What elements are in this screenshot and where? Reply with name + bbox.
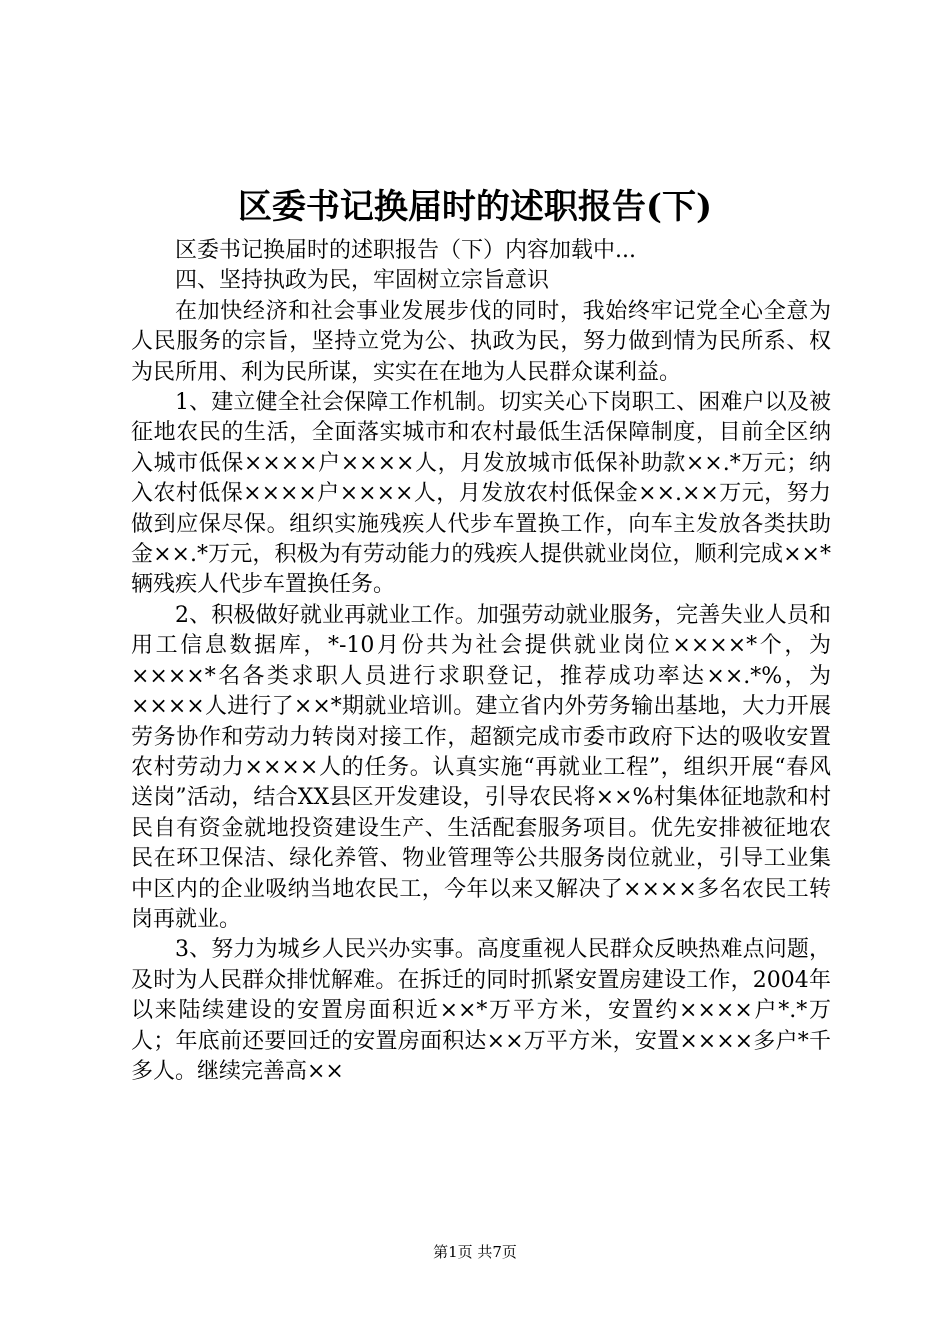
page-number-footer: 第1页 共7页: [433, 1243, 517, 1261]
body-paragraph: 2、积极做好就业再就业工作。加强劳动就业服务，完善失业人员和用工信息数据库，*-10月份共为社会提供就业岗位××××*个，为××××*名各类求职人员进行求职登记，推荐成功率达××.*%，为××××人进行了××*期就业培训。建立省内外劳务输出基地，大力开展劳务协作和劳动力转岗对接工作，超额完成市委市政府下达的吸收安置农村劳动力××××人的任务。认真实施“再就业工程”，组织开展“春风送岗”活动，结合XX县区开发建设，引导农民将××%村集体征地款和村民自有资金就地投资建设生产、生活配套服务项目。优先安排被征地农民在环卫保洁、绿化养管、物业管理等公共服务岗位就业，引导工业集中区内的企业吸纳当地农民工，今年以来又解决了××××多名农民工转岗再就业。: [131, 602, 831, 932]
loading-notice: 区委书记换届时的述职报告（下）内容加载中...: [175, 238, 636, 263]
body-paragraph: 3、努力为城乡人民兴办实事。高度重视人民群众反映热难点问题，及时为人民群众排忧解难。在拆迁的同时抓紧安置房建设工作，2004年以来陆续建设的安置房面积近××*万平方米，安置约××××户*.*万人；年底前还要回迁的安置房面积达××万平方米，安置××××多户*千多人。继续完善高××: [131, 937, 831, 1084]
body-paragraph: 在加快经济和社会事业发展步伐的同时，我始终牢记党全心全意为人民服务的宗旨，坚持立党为公、执政为民，努力做到情为民所系、权为民所用、利为民所谋，实实在在地为人民群众谋利益。: [131, 298, 831, 385]
document-title: 区委书记换届时的述职报告(下): [237, 187, 713, 227]
document-body: [131, 236, 831, 1087]
body-paragraph: 1、建立健全社会保障工作机制。切实关心下岗职工、困难户以及被征地农民的生活，全面落实城市和农村最低生活保障制度，目前全区纳入城市低保××××户××××人，月发放城市低保补助款××.*万元；纳入农村低保××××户××××人，月发放农村低保金××.××万元，努力做到应保尽保。组织实施残疾人代步车置换工作，向车主发放各类扶助金××.*万元，积极为有劳动能力的残疾人提供就业岗位，顺利完成××*辆残疾人代步车置换任务。: [131, 390, 831, 598]
section-heading: 四、坚持执政为民，牢固树立宗旨意识: [175, 268, 550, 294]
